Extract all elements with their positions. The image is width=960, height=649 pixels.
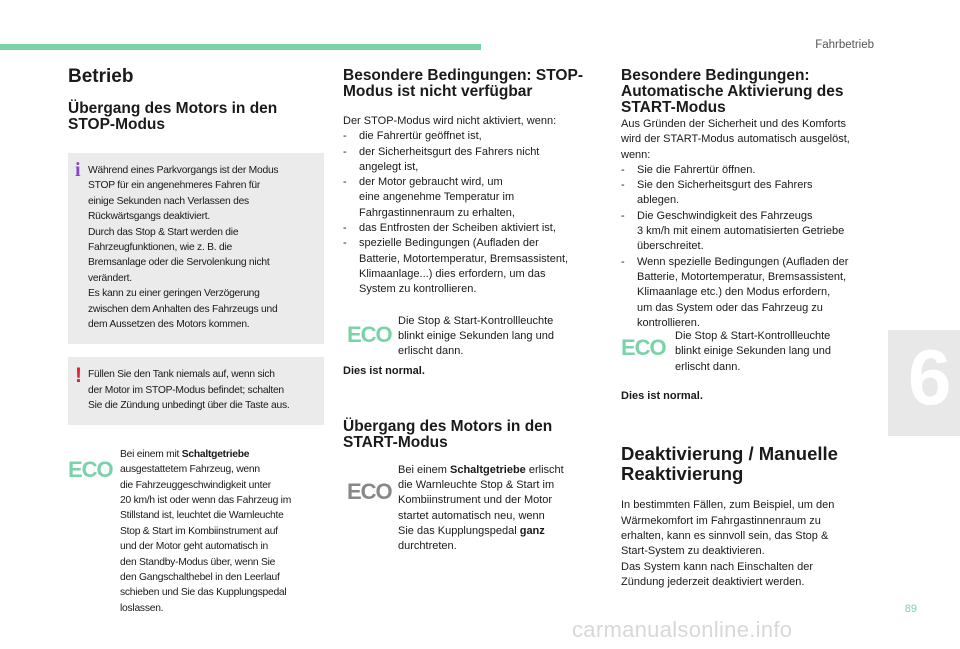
text-line: erlischt dann. (675, 360, 741, 373)
text-line: loslassen. (120, 602, 164, 614)
text-line: Durch das Stop & Start werden die (88, 226, 239, 238)
info-box (68, 153, 324, 344)
text-line: Stillstand ist, leuchtet die Warnleuchte (120, 510, 284, 522)
list-item (343, 129, 601, 144)
text-line: Fahrgastinnenraum zu erhalten, (359, 206, 515, 219)
text-fragment: Sie das Kupplungspedal (398, 525, 520, 538)
deactivation-text (621, 498, 883, 590)
text-line: durchtreten. (398, 540, 457, 553)
normal-note: Dies ist normal. (343, 364, 425, 377)
eco-note-start (343, 463, 601, 563)
heading-line: Übergang des Motors in den (68, 100, 278, 117)
text-line: Batterie, Motortemperatur, Bremsassistent, (637, 270, 847, 283)
text-line: System zu kontrollieren. (359, 283, 477, 296)
intro-text (621, 117, 883, 163)
text-line: blinkt einige Sekunden lang und (398, 329, 554, 342)
text-line: - Wenn spezielle Bedingungen (Aufladen der (637, 255, 849, 268)
text-line: ausgestattetem Fahrzeug, wenn (120, 464, 260, 476)
page-number: 89 (904, 603, 917, 615)
eco-off-icon: ECO (347, 478, 392, 504)
heading-start-mode (343, 419, 601, 451)
text-line: - das Entfrosten der Scheiben aktiviert ist, (359, 222, 556, 235)
list-item (621, 209, 883, 255)
text-line: 20 km/h ist oder wenn das Fahrzeug im (120, 494, 292, 506)
info-text (88, 163, 314, 332)
warning-text (88, 367, 318, 413)
heading-line: START-Modus (621, 99, 726, 116)
heading-line: Besondere Bedingungen: STOP- (343, 67, 583, 84)
intro-text: Der STOP-Modus wird nicht aktiviert, wenn: (343, 115, 557, 127)
eco-indicator-icon: ECO (621, 335, 666, 361)
text-line: überschreitet. (637, 240, 704, 253)
text-line: einige Sekunden nach Verlassen des (88, 195, 249, 207)
text-line: Fahrzeugfunktionen, wie z. B. die (88, 242, 233, 254)
eco-note-text (120, 447, 330, 616)
text-line: Batterie, Motortemperatur, Bremsassistent, (359, 252, 569, 265)
text-line: die Warnleuchte Stop & Start im (398, 479, 555, 492)
warning-box (68, 357, 324, 424)
text-emphasis: Schaltgetriebe (449, 463, 526, 476)
header-accent-bar (0, 44, 481, 50)
heading-auto-start (621, 68, 883, 116)
text-line: die Fahrzeuggeschwindigkeit unter (120, 479, 271, 491)
text-line: Während eines Parkvorgangs ist der Modus (88, 165, 279, 176)
text-line: blinkt einige Sekunden lang und (675, 345, 831, 358)
list-item (621, 178, 883, 209)
list-item (621, 255, 883, 331)
text-line: Kombiinstrument und der Motor (398, 494, 553, 507)
text-emphasis: ganz (519, 525, 545, 538)
heading-deactivation (621, 444, 883, 484)
text-fragment: erlischt (525, 463, 564, 476)
text-line: In bestimmten Fällen, zum Beispiel, um den (621, 499, 835, 512)
text-line: Rückwärtsgangs deaktiviert. (88, 211, 211, 223)
heading-stop-unavailable (343, 68, 601, 100)
text-line: wenn: (621, 148, 651, 161)
heading-line: Übergang des Motors in den (343, 417, 553, 435)
heading-line: Besondere Bedingungen: (621, 67, 810, 84)
text-line: verändert. (88, 272, 132, 284)
text-emphasis: Schaltgetriebe (181, 448, 250, 460)
condition-list (621, 163, 883, 331)
text-line: zwischen dem Anhalten des Fahrzeugs und (88, 303, 278, 315)
text-line: Klimaanlage etc.) den Modus erfordern, (637, 286, 831, 299)
column-middle (343, 68, 601, 563)
eco-note-text (675, 329, 880, 375)
normal-note: Dies ist normal. (621, 390, 703, 403)
heading-line: Reaktivierung (621, 463, 744, 485)
heading-line: Deaktivierung / Manuelle (621, 443, 838, 465)
list-item (343, 175, 601, 221)
text-line: 3 km/h mit einem automatisierten Getriebe (637, 225, 845, 238)
eco-note-text (398, 314, 598, 360)
text-line: Klimaanlage...) dies erfordern, um das (359, 267, 546, 280)
column-left (68, 66, 324, 627)
text-line: Es kann zu einer geringen Verzögerung (88, 288, 260, 300)
text-line: - Die Geschwindigkeit des Fahrzeugs (637, 209, 813, 222)
text-fragment: Bei einem mit (120, 448, 182, 460)
text-line: - der Sicherheitsgurt des Fahrers nicht (359, 145, 540, 158)
warning-icon: ! (75, 364, 82, 388)
text-line: angelegt ist, (359, 160, 419, 173)
text-fragment: Bei einem (398, 463, 450, 476)
list-item (343, 236, 601, 297)
eco-note-auto (621, 331, 883, 383)
text-line: - Sie die Fahrertür öffnen. (637, 163, 756, 176)
text-line: erlischt dann. (398, 345, 464, 358)
eco-note-stop (343, 314, 601, 364)
text-line: den Gangschalthebel in den Leerlauf (120, 571, 280, 583)
text-line: Zündung jederzeit deaktiviert werden. (621, 575, 805, 588)
chapter-tab (888, 330, 960, 436)
text-line: Bremsanlage oder die Servolenkung nicht (88, 257, 270, 269)
text-line: erhalten, kann es sinnvoll sein, das Stop & (621, 530, 829, 543)
column-right (621, 68, 883, 590)
list-item (343, 145, 601, 176)
heading-line: START-Modus (343, 433, 448, 451)
text-line: - Sie den Sicherheitsgurt des Fahrers (637, 179, 813, 192)
chapter-number: 6 (908, 333, 952, 421)
text-line: - spezielle Bedingungen (Aufladen der (359, 237, 539, 250)
watermark: carmanualsonline.info (572, 617, 793, 642)
text-line: und der Motor geht automatisch in (120, 541, 269, 553)
text-line: startet automatisch neu, wenn (398, 509, 545, 522)
eco-indicator-icon: ECO (347, 321, 392, 347)
text-line: eine angenehme Temperatur im (359, 191, 515, 204)
text-line: dem Aussetzen des Motors kommen. (88, 319, 250, 331)
eco-indicator-icon: ECO (68, 456, 113, 482)
text-line: wird der START-Modus automatisch ausgelöst, (621, 133, 850, 146)
heading-line: Automatische Aktivierung des (621, 83, 844, 100)
section-title: Fahrbetrieb (815, 39, 874, 51)
text-line: den Standby-Modus über, wenn Sie (120, 556, 276, 568)
text-line: Das System kann nach Einschalten der (621, 560, 813, 573)
text-line: - der Motor gebraucht wird, um (359, 176, 503, 189)
text-line: Wärmekomfort im Fahrgastinnenraum zu (621, 514, 821, 527)
text-line: STOP für ein angenehmeres Fahren für (88, 180, 261, 192)
text-line: kontrollieren. (637, 316, 700, 329)
eco-note-manual (68, 447, 324, 627)
heading-line: STOP-Modus (68, 116, 166, 133)
info-icon: i (75, 159, 81, 181)
text-line: Sie die Zündung unbedingt über die Taste aus. (88, 400, 290, 412)
condition-list (343, 129, 601, 297)
text-line: Füllen Sie den Tank niemals auf, wenn sich (88, 369, 275, 381)
list-item (343, 221, 601, 236)
text-line: schieben und Sie das Kupplungspedal (120, 587, 287, 599)
text-line: Die Stop & Start-Kontrollleuchte (398, 314, 554, 327)
text-line: um das System oder das Fahrzeug zu (637, 301, 823, 314)
text-line: der Motor im STOP-Modus befindet; schalten (88, 384, 284, 396)
text-line: - die Fahrertür geöffnet ist, (359, 130, 482, 143)
heading-line: Modus ist nicht verfügbar (343, 83, 533, 100)
text-line: Stop & Start im Kombiinstrument auf (120, 525, 278, 537)
heading-stop-mode (68, 101, 324, 133)
text-line: ablegen. (637, 194, 680, 207)
list-item (621, 163, 883, 178)
text-line: Aus Gründen der Sicherheit und des Komforts (621, 118, 847, 130)
text-line: Start-System zu deaktivieren. (621, 545, 765, 558)
text-line: Die Stop & Start-Kontrollleuchte (675, 330, 831, 343)
eco-note-text (398, 463, 598, 555)
page-title: Betrieb (68, 66, 134, 87)
